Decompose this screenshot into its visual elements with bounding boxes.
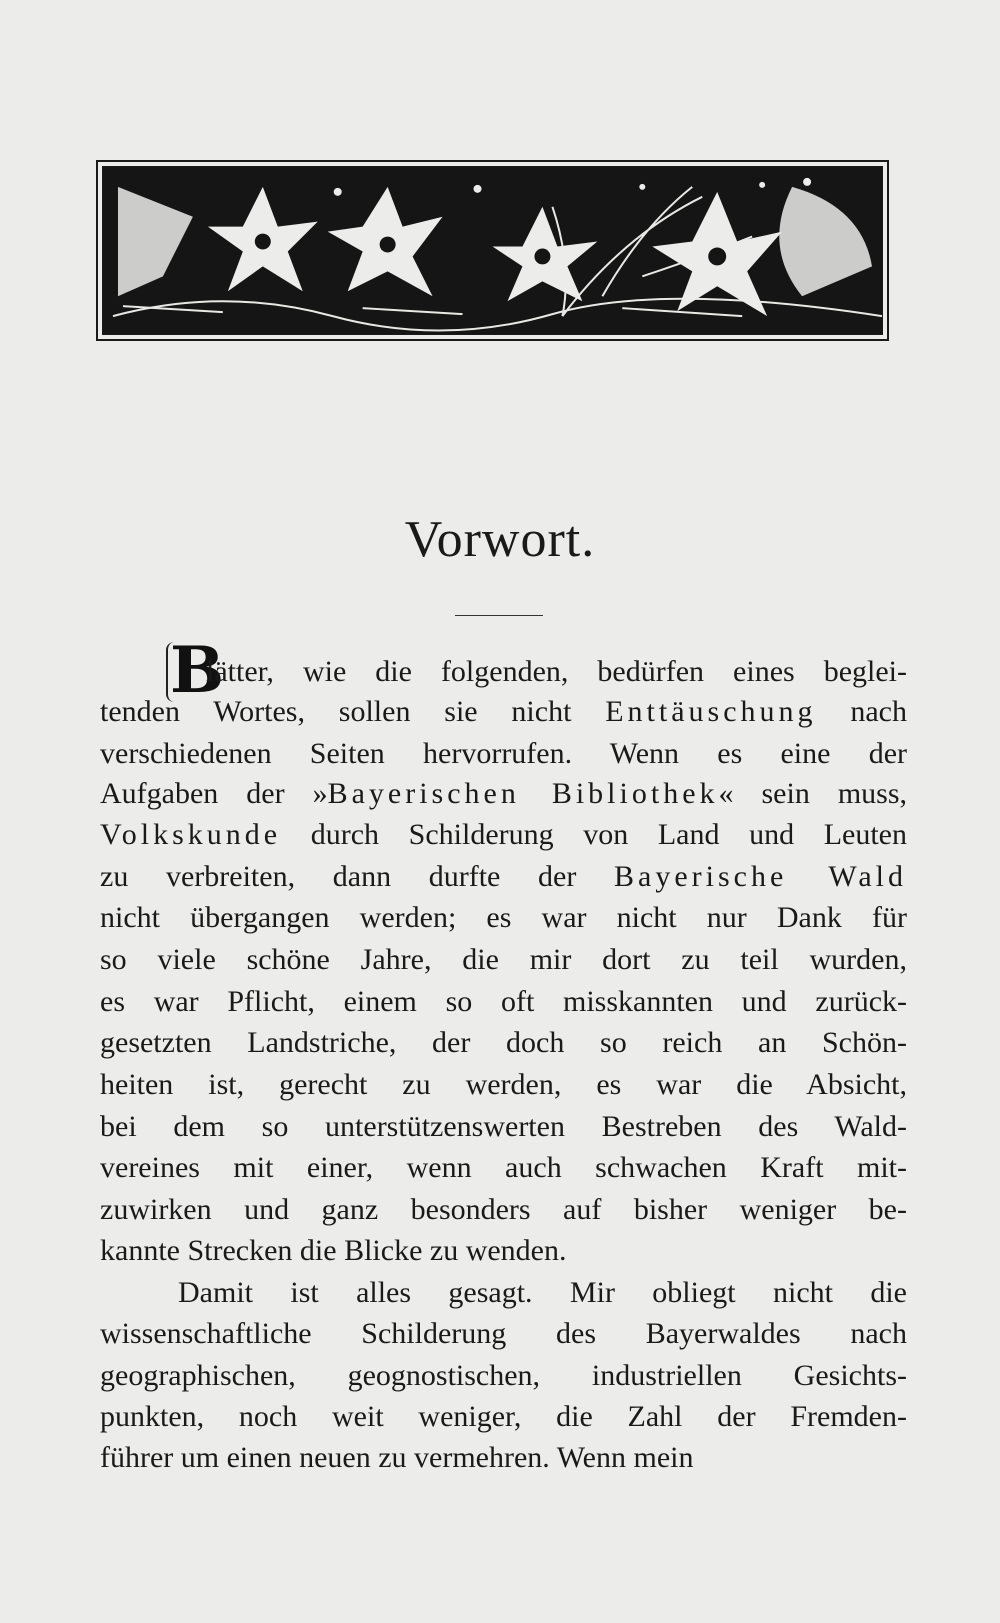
text-segment: lätter, wie die folgenden, bedürfen eines beglei- — [206, 655, 907, 688]
text-line — [100, 1148, 907, 1188]
text-line — [178, 1273, 907, 1313]
text-segment: zuwirken und ganz besonders auf bisher weniger be- — [100, 1193, 907, 1226]
text-line — [100, 815, 907, 855]
floral-ornament-icon — [103, 167, 882, 334]
text-segment: Damit ist alles gesagt. Mir obliegt nicht die — [178, 1276, 907, 1309]
decorative-floral-banner — [96, 160, 889, 341]
text-segment: durch Schilderung von Land und Leuten — [281, 818, 907, 851]
text-segment: verschiedenen Seiten hervorrufen. Wenn es eine der — [100, 737, 907, 770]
text-segment: Bayerischen Bibliothek — [327, 777, 719, 810]
text-line — [100, 774, 907, 814]
text-segment: gesetzten Landstriche, der doch so reich an Schön- — [100, 1026, 907, 1059]
text-line — [100, 1356, 907, 1396]
text-line — [100, 1190, 907, 1230]
text-segment: Enttäuschung — [605, 695, 817, 728]
text-segment: es war Pflicht, einem so oft misskannten und zurück- — [100, 985, 907, 1018]
text-line — [100, 982, 907, 1022]
text-segment: Bayerische Wald — [614, 860, 907, 893]
text-segment: « sein muss, — [718, 777, 908, 810]
decorative-initial: B — [170, 633, 225, 708]
text-segment: vereines mit einer, wenn auch schwachen Kraft mit- — [100, 1151, 907, 1184]
text-line — [100, 898, 907, 938]
text-line — [100, 1314, 907, 1354]
text-segment: wissenschaftliche Schilderung des Bayerwaldes nach — [100, 1317, 907, 1350]
text-line — [100, 1065, 907, 1105]
text-segment: nach — [816, 695, 907, 728]
text-segment: bei dem so unterstützenswerten Bestreben des Wald- — [100, 1110, 907, 1143]
text-line — [100, 1107, 907, 1147]
page-title: Vorwort. — [404, 511, 596, 568]
text-line — [100, 1397, 907, 1437]
title-divider — [455, 615, 543, 616]
text-segment: zu verbreiten, dann durfte der — [100, 860, 615, 893]
text-segment: Aufgaben der » — [100, 777, 328, 810]
text-line — [100, 1438, 907, 1478]
text-line — [100, 734, 907, 774]
text-line — [100, 857, 907, 897]
text-segment: tenden Wortes, sollen sie nicht — [100, 695, 606, 728]
text-line — [100, 1231, 907, 1271]
text-segment: so viele schöne Jahre, die mir dort zu teil wurden, — [100, 943, 907, 976]
text-segment: Volkskunde — [100, 818, 282, 851]
text-segment: nicht übergangen werden; es war nicht nur Dank für — [100, 901, 907, 934]
text-line — [100, 1023, 907, 1063]
text-segment: heiten ist, gerecht zu werden, es war die Absicht, — [100, 1068, 907, 1101]
text-segment: führer um einen neuen zu vermehren. Wenn mein — [100, 1441, 694, 1474]
text-line — [100, 940, 907, 980]
text-line — [100, 692, 907, 732]
text-line — [206, 652, 907, 692]
text-segment: kannte Strecken die Blicke zu wenden. — [100, 1234, 567, 1267]
text-segment: geographischen, geognostischen, industriellen Gesichts- — [100, 1359, 907, 1392]
text-segment: punkten, noch weit weniger, die Zahl der Fremden- — [100, 1400, 907, 1433]
